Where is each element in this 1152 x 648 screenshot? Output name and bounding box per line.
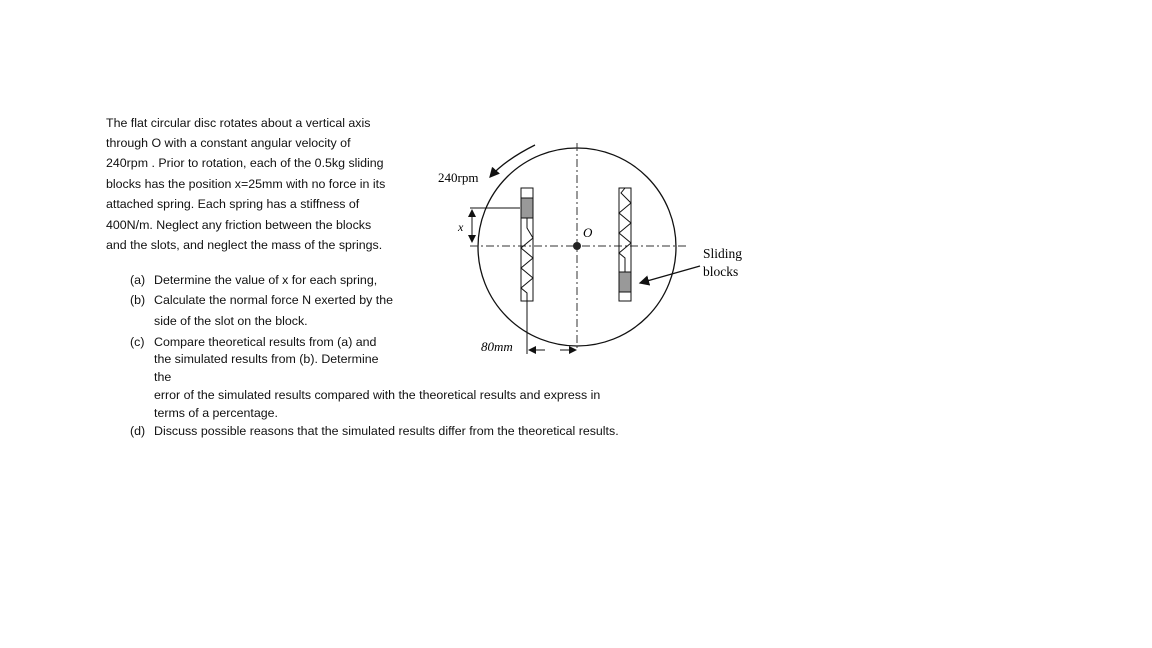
question-c-label: (c) bbox=[130, 335, 145, 349]
sliding-blocks-label: Sliding bbox=[703, 246, 743, 261]
center-pivot bbox=[573, 242, 581, 250]
center-label: O bbox=[583, 225, 593, 240]
intro-line: The flat circular disc rotates about a vertical axis bbox=[106, 116, 371, 130]
left-spring bbox=[521, 218, 533, 301]
question-a-label: (a) bbox=[130, 273, 146, 287]
question-b-text: side of the slot on the block. bbox=[154, 314, 308, 328]
intro-line: blocks has the position x=25mm with no force in its bbox=[106, 177, 386, 191]
speed-label: 240rpm bbox=[438, 170, 479, 185]
question-b-label: (b) bbox=[130, 293, 146, 307]
question-c-text: the simulated results from (b). Determine bbox=[154, 352, 379, 366]
intro-line: through O with a constant angular velocity of bbox=[106, 136, 351, 150]
question-c-text: the bbox=[154, 370, 172, 384]
dimension-label: 80mm bbox=[481, 339, 513, 354]
sliding-blocks-label: blocks bbox=[703, 264, 739, 279]
intro-line: and the slots, and neglect the mass of the springs. bbox=[106, 238, 383, 252]
right-spring bbox=[619, 188, 631, 272]
question-c-text: Compare theoretical results from (a) and bbox=[154, 335, 377, 349]
question-c-text: terms of a percentage. bbox=[154, 406, 278, 420]
intro-line: 400N/m. Neglect any friction between the blocks bbox=[106, 218, 372, 232]
x-label: x bbox=[458, 220, 464, 234]
right-sliding-block bbox=[619, 272, 631, 292]
question-d-label: (d) bbox=[130, 424, 146, 438]
left-sliding-block bbox=[521, 198, 533, 218]
question-a-text: Determine the value of x for each spring, bbox=[154, 273, 378, 287]
question-c-text: error of the simulated results compared with the theoretical results and express in bbox=[154, 388, 601, 402]
question-d-text: Discuss possible reasons that the simulated results differ from the theoretical results. bbox=[154, 424, 619, 438]
question-b-text: Calculate the normal force N exerted by the bbox=[154, 293, 393, 307]
intro-line: attached spring. Each spring has a stiffness of bbox=[106, 197, 360, 211]
intro-line: 240rpm . Prior to rotation, each of the 0.5kg sliding bbox=[106, 156, 384, 170]
